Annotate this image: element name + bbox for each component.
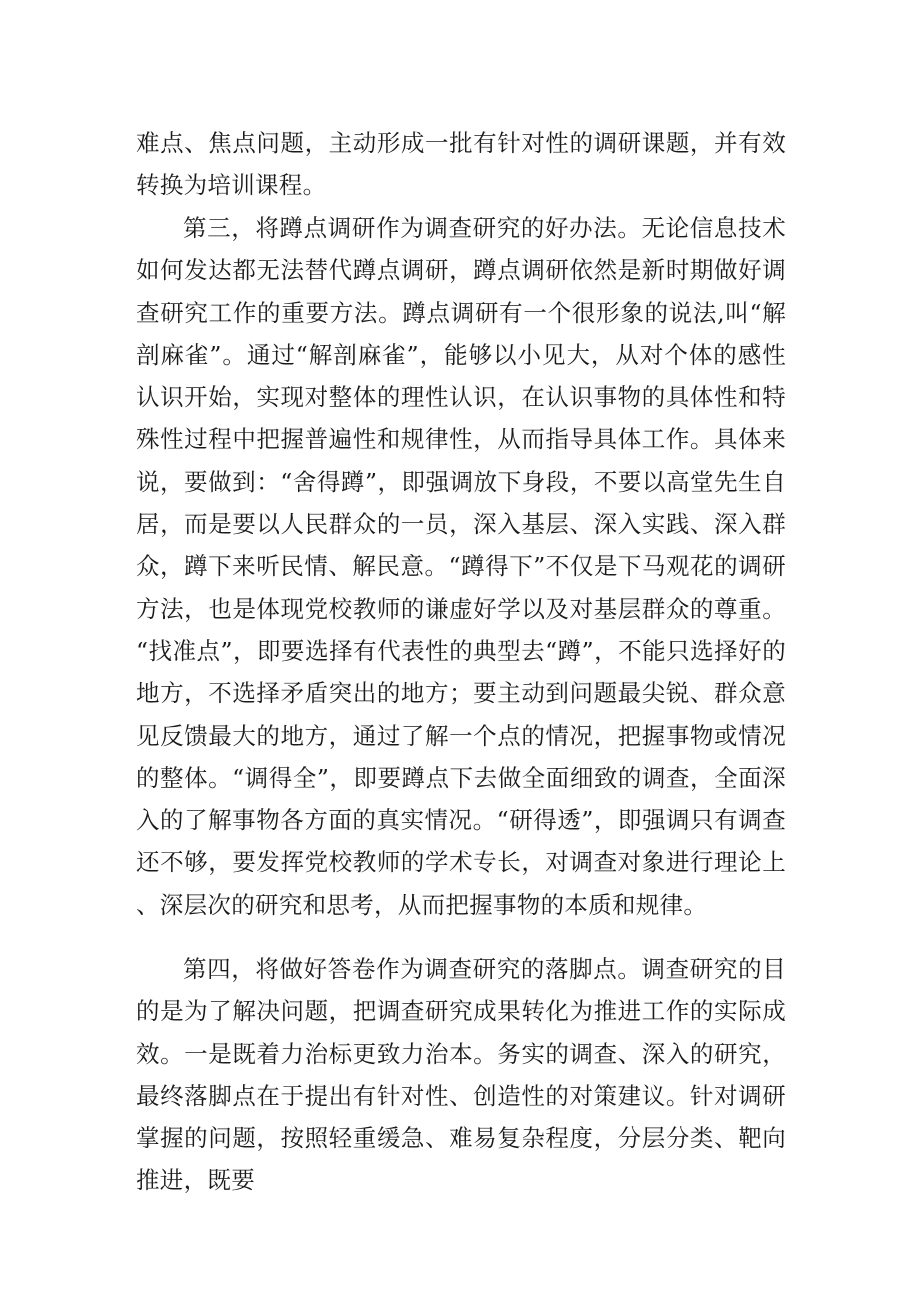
- paragraph-third-point: 第三，将蹲点调研作为调查研究的好办法。无论信息技术如何发达都无法替代蹲点调研，蹲点调研依然是新时期做好调查研究工作的重要方法。蹲点调研有一个很形象的说法,叫“解剖麻雀”。通过“解剖麻雀”，能够以小见大，从对个体的感性认识开始，实现对整体的理性认识，在认识事物的具体性和特殊性过程中把握普遍性和规律性，从而指导具体工作。具体来说，要做到：“舍得蹲”，即强调放下身段，不要以高堂先生自居，而是要以人民群众的一员，深入基层、深入实践、深入群众，蹲下来听民情、解民意。“蹲得下”不仅是下马观花的调研方法，也是体现党校教师的谦虚好学以及对基层群众的尊重。“找准点”，即要选择有代表性的典型去“蹲”，不能只选择好的地方，不选择矛盾突出的地方；要主动到问题最尖锐、群众意见反馈最大的地方，通过了解一个点的情况，把握事物或情况的整体。“调得全”，即要蹲点下去做全面细致的调查，全面深入的了解事物各方面的真实情况。“研得透”，即强调只有调查还不够，要发挥党校教师的学术专长，对调查对象进行理论上、深层次的研究和思考，从而把握事物的本质和规律。: [136, 214, 786, 919]
- paragraph-fourth-point: 第四，将做好答卷作为调查研究的落脚点。调查研究的目的是为了解决问题，把调查研究成果转化为推进工作的实际成效。一是既着力治标更致力治本。务实的调查、深入的研究，最终落脚点在于提出有针对性、创造性的对策建议。针对调研掌握的问题，按照轻重缓急、难易复杂程度，分层分类、靶向推进，既要: [136, 955, 786, 1195]
- paragraph-continuation: 难点、焦点问题，主动形成一批有针对性的调研课题，并有效转换为培训课程。: [136, 129, 786, 200]
